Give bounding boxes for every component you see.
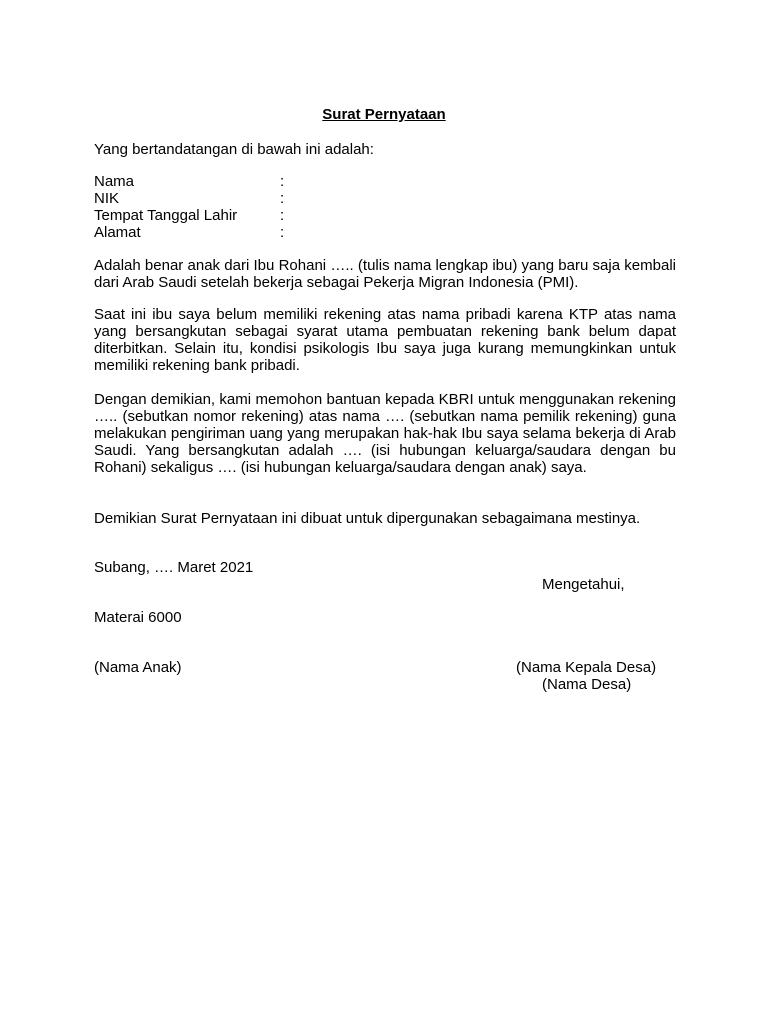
- field-separator: :: [280, 173, 285, 190]
- field-label-birth: Tempat Tanggal Lahir: [94, 207, 238, 224]
- stamp-duty-label: Materai 6000: [94, 609, 182, 626]
- paragraph-closing: Demikian Surat Pernyataan ini dibuat untuk dipergunakan sebagaimana mestinya.: [94, 510, 641, 527]
- field-row-name: [94, 173, 394, 190]
- field-row-nik: [94, 190, 394, 207]
- letter-title: Surat Pernyataan: [322, 106, 446, 123]
- intro-text: Yang bertandatangan di bawah ini adalah:: [94, 141, 374, 158]
- paragraph-mother-status: Adalah benar anak dari Ibu Rohani ….. (tulis nama lengkap ibu) yang baru saja kembali dari Arab Saudi setelah bekerja sebagai Pekerja Migran Indonesia (PMI).: [94, 257, 676, 291]
- signatory-child-name: (Nama Anak): [94, 659, 182, 676]
- field-separator: :: [280, 190, 285, 207]
- acknowledged-label: Mengetahui,: [542, 576, 625, 593]
- field-separator: :: [280, 207, 285, 224]
- identity-fields: [94, 173, 394, 241]
- field-label-nik: NIK: [94, 190, 120, 207]
- field-row-birth: [94, 207, 394, 224]
- field-separator: :: [280, 224, 285, 241]
- place-date: Subang, …. Maret 2021: [94, 559, 254, 576]
- field-row-address: [94, 224, 394, 241]
- signatory-village-name: (Nama Desa): [542, 676, 632, 693]
- paragraph-account-issue: Saat ini ibu saya belum memiliki rekening atas nama pribadi karena KTP atas nama yang bersangkutan sebagai syarat utama pembuatan rekening bank belum dapat diterbitkan. Selain itu, kondisi psikologis Ibu saya juga kurang memungkinkan untuk memiliki rekening bank pribadi.: [94, 306, 676, 374]
- field-label-name: Nama: [94, 173, 135, 190]
- paragraph-request: Dengan demikian, kami memohon bantuan kepada KBRI untuk menggunakan rekening ….. (sebutkan nomor rekening) atas nama …. (sebutkan nama pemilik rekening) guna melakukan pengiriman uang yang merupakan hak-hak Ibu saya selama bekerja di Arab Saudi. Yang bersangkutan adalah …. (isi hubungan keluarga/saudara dengan bu Rohani) sekaligus …. (isi hubungan keluarga/saudara dengan anak) saya.: [94, 391, 676, 476]
- field-label-address: Alamat: [94, 224, 141, 241]
- signatory-village-head-name: (Nama Kepala Desa): [516, 659, 657, 676]
